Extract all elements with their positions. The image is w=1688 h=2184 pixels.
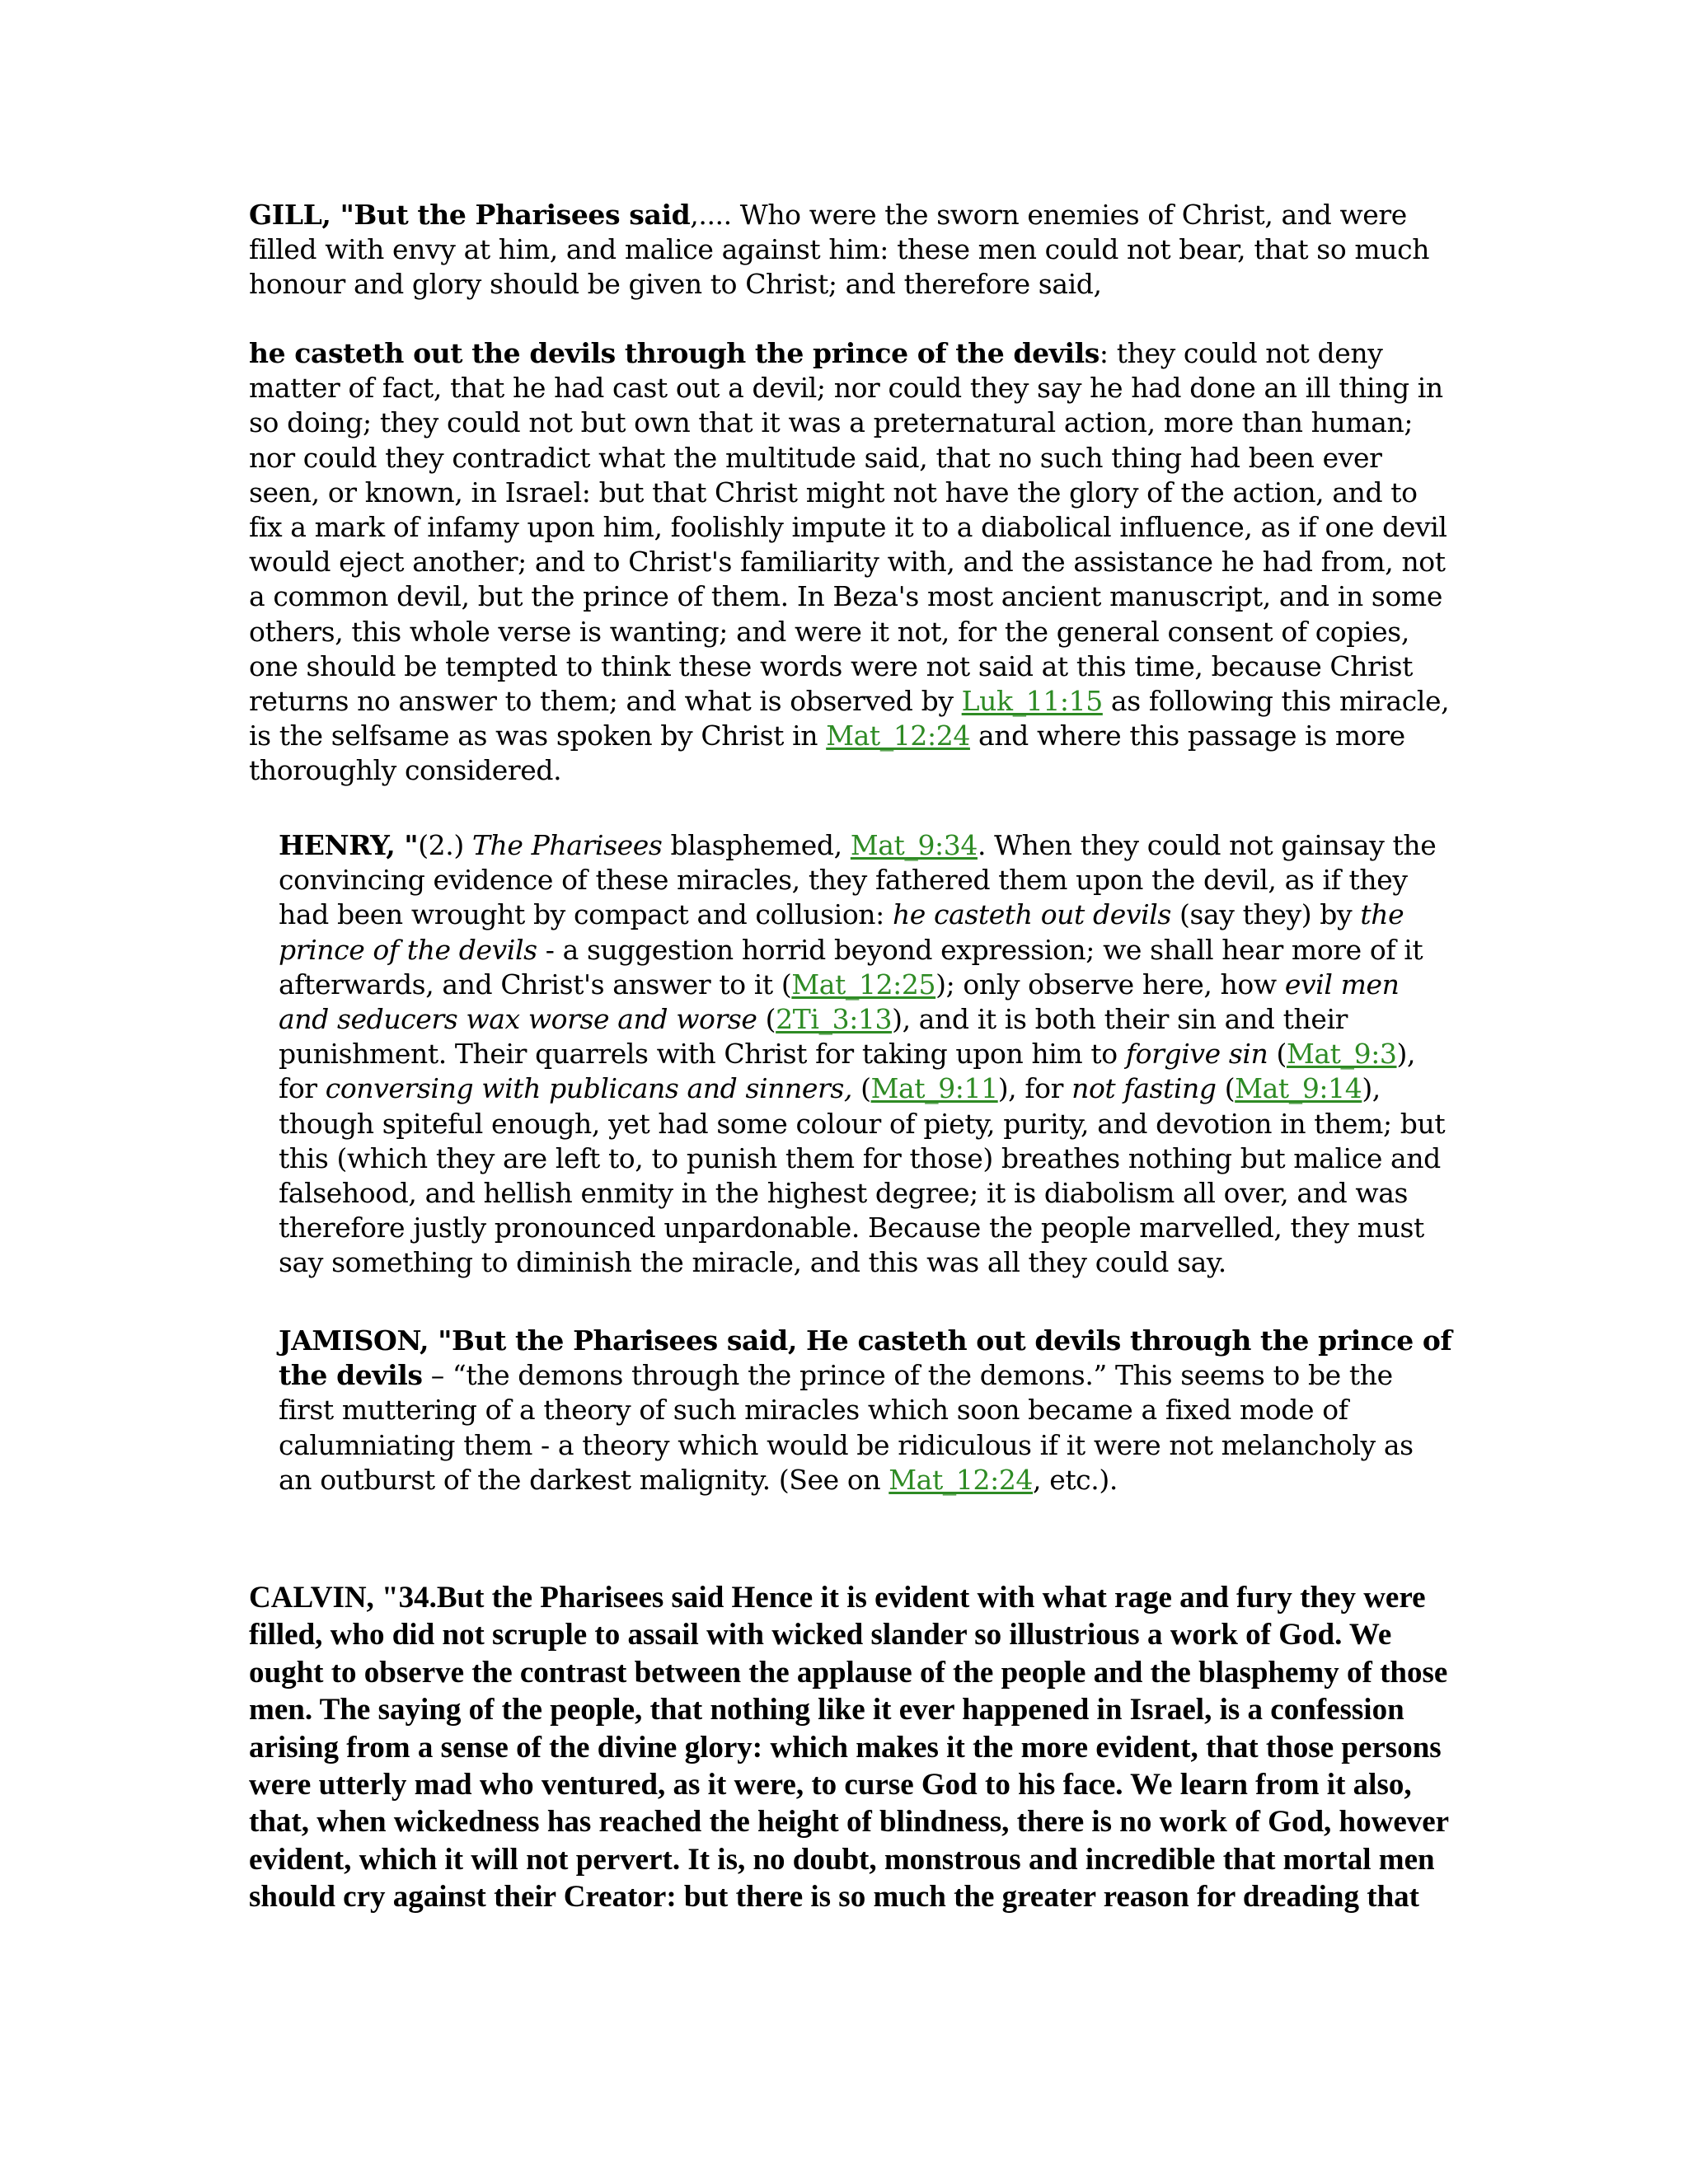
scripture-link-mat-12-25[interactable]: Mat_12:25 (791, 968, 936, 1001)
henry-text: ( (1268, 1038, 1287, 1071)
henry-author: HENRY, " (279, 829, 419, 861)
henry-italic: The Pharisees (471, 829, 663, 861)
gill-body-text-3: and where this passage is more thoroughly considered. (249, 719, 1405, 787)
gill-body-text: : they could not deny matter of fact, that he had cast out a devil; nor could they say he had done an ill thing in so doing; they could not but own that it was a preternatural action, more than human; nor could they contradict what the multitude said, that no such thing had been ever seen, or known, in Israel: but that Christ might not have the glory of the action, and to fix a mark of infamy upon him, foolishly impute it to a diabolical influence, as if one devil would eject another; and to Christ's familiarity with, and the assistance he had from, not a common devil, but the prince of them. In Beza's most ancient manuscript, and in some others, this whole verse is wanting; and were it not, for the general consent of copies, one should be tempted to think these words were not said at this time, because Christ returns no answer to them; and what is observed by (249, 337, 1447, 718)
henry-text: . When they could not gainsay the convincing evidence of these miracles, they fathered them upon the devil, as if they had been wrought by compact and collusion: (279, 829, 1437, 931)
scripture-link-2ti-3-13[interactable]: 2Ti_3:13 (776, 1003, 893, 1036)
henry-italic: forgive sin (1125, 1038, 1268, 1071)
jamison-heading: JAMISON, "But the Pharisees said, He casteth out devils through the prince of the devils (279, 1324, 1452, 1392)
henry-text: ), for (279, 1038, 1416, 1105)
gill-body-text-2: as following this miracle, is the selfsame as was spoken by Christ in (249, 685, 1450, 752)
scripture-link-mat-12-24[interactable]: Mat_12:24 (826, 719, 970, 752)
henry-text: ( (1216, 1072, 1236, 1105)
henry-text: ( (851, 1072, 871, 1105)
henry-text: ), for (997, 1072, 1072, 1105)
scripture-link-mat-9-11[interactable]: Mat_9:11 (870, 1072, 998, 1105)
henry-text: blasphemed, (662, 829, 851, 861)
gill-lead-quote: "But the Pharisees said (340, 199, 691, 231)
henry-text: ); only observe here, how (935, 968, 1285, 1001)
gill-paragraph-body (249, 336, 1452, 789)
henry-paragraph (249, 828, 1452, 1281)
jamison-text: – “the demons through the prince of the demons.” This seems to be the first muttering of a theory of such miracles which soon became a fixed mode of calumniating them - a theory which would be ridiculous if it were not melancholy as an outburst of the darkest malignity. (See on (279, 1359, 1414, 1496)
gill-paragraph-intro (249, 198, 1452, 302)
scripture-link-mat-9-34[interactable]: Mat_9:34 (850, 829, 978, 861)
scripture-link-mat-12-24-jamison[interactable]: Mat_12:24 (889, 1463, 1034, 1496)
henry-text: (say they) by (1170, 898, 1361, 931)
gill-verse-quote: he casteth out the devils through the prince of the devils (249, 337, 1100, 369)
gill-author: GILL, (249, 199, 340, 231)
henry-text: (2.) (418, 829, 472, 861)
henry-italic: evil men and seducers wax worse and worse (279, 968, 1400, 1036)
calvin-paragraph: CALVIN, "34.But the Pharisees said Hence it is evident with what rage and fury they were filled, who did not scruple to assail with wicked slander so illustrious a work of God. We ought to observe the contrast between the applause of the people and the blasphemy of those men. The saying of the people, that nothing like it ever happened in Israel, is a confession arising from a sense of the divine glory: which makes it the more evident, that those persons were utterly mad who ventured, as it were, to curse God to his face. We learn from it also, that, when wickedness has reached the height of blindness, there is no work of God, however evident, which it will not pervert. It is, no doubt, monstrous and incredible that mortal men should cry against their Creator: but there is so much the greater reason for dreading that (249, 1581, 1449, 1915)
henry-text: ( (757, 1003, 776, 1036)
gill-intro-text: ,.... Who were the sworn enemies of Christ, and were filled with envy at him, and malice against him: these men could not bear, that so much honour and glory should be given to Christ; and therefore said, (249, 199, 1430, 301)
henry-text: ), though spiteful enough, yet had some colour of piety, purity, and devotion in them; but this (which they are left to, to punish them for those) breathes nothing but malice and falsehood, and hellish enmity in the highest degree; it is diabolism all over, and was therefore justly pronounced unpardonable. Because the people marvelled, they must say something to diminish the miracle, and this was all they could say. (279, 1072, 1446, 1279)
henry-text: ), and it is both their sin and their punishment. Their quarrels with Christ for taking upon him to (279, 1003, 1348, 1071)
scripture-link-luk-11-15[interactable]: Luk_11:15 (961, 685, 1103, 718)
henry-italic: conversing with publicans and sinners, (325, 1072, 852, 1105)
henry-italic: the prince of the devils (279, 898, 1404, 966)
scripture-link-mat-9-3[interactable]: Mat_9:3 (1286, 1038, 1397, 1071)
henry-text: - a suggestion horrid beyond expression; we shall hear more of it afterwards, and Christ's answer to it ( (279, 933, 1423, 1001)
scripture-link-mat-9-14[interactable]: Mat_9:14 (1235, 1072, 1362, 1105)
henry-italic: he casteth out devils (892, 898, 1171, 931)
jamison-text-end: , etc.). (1033, 1463, 1118, 1496)
jamison-paragraph (249, 1324, 1452, 1497)
henry-italic: not fasting (1071, 1072, 1217, 1105)
